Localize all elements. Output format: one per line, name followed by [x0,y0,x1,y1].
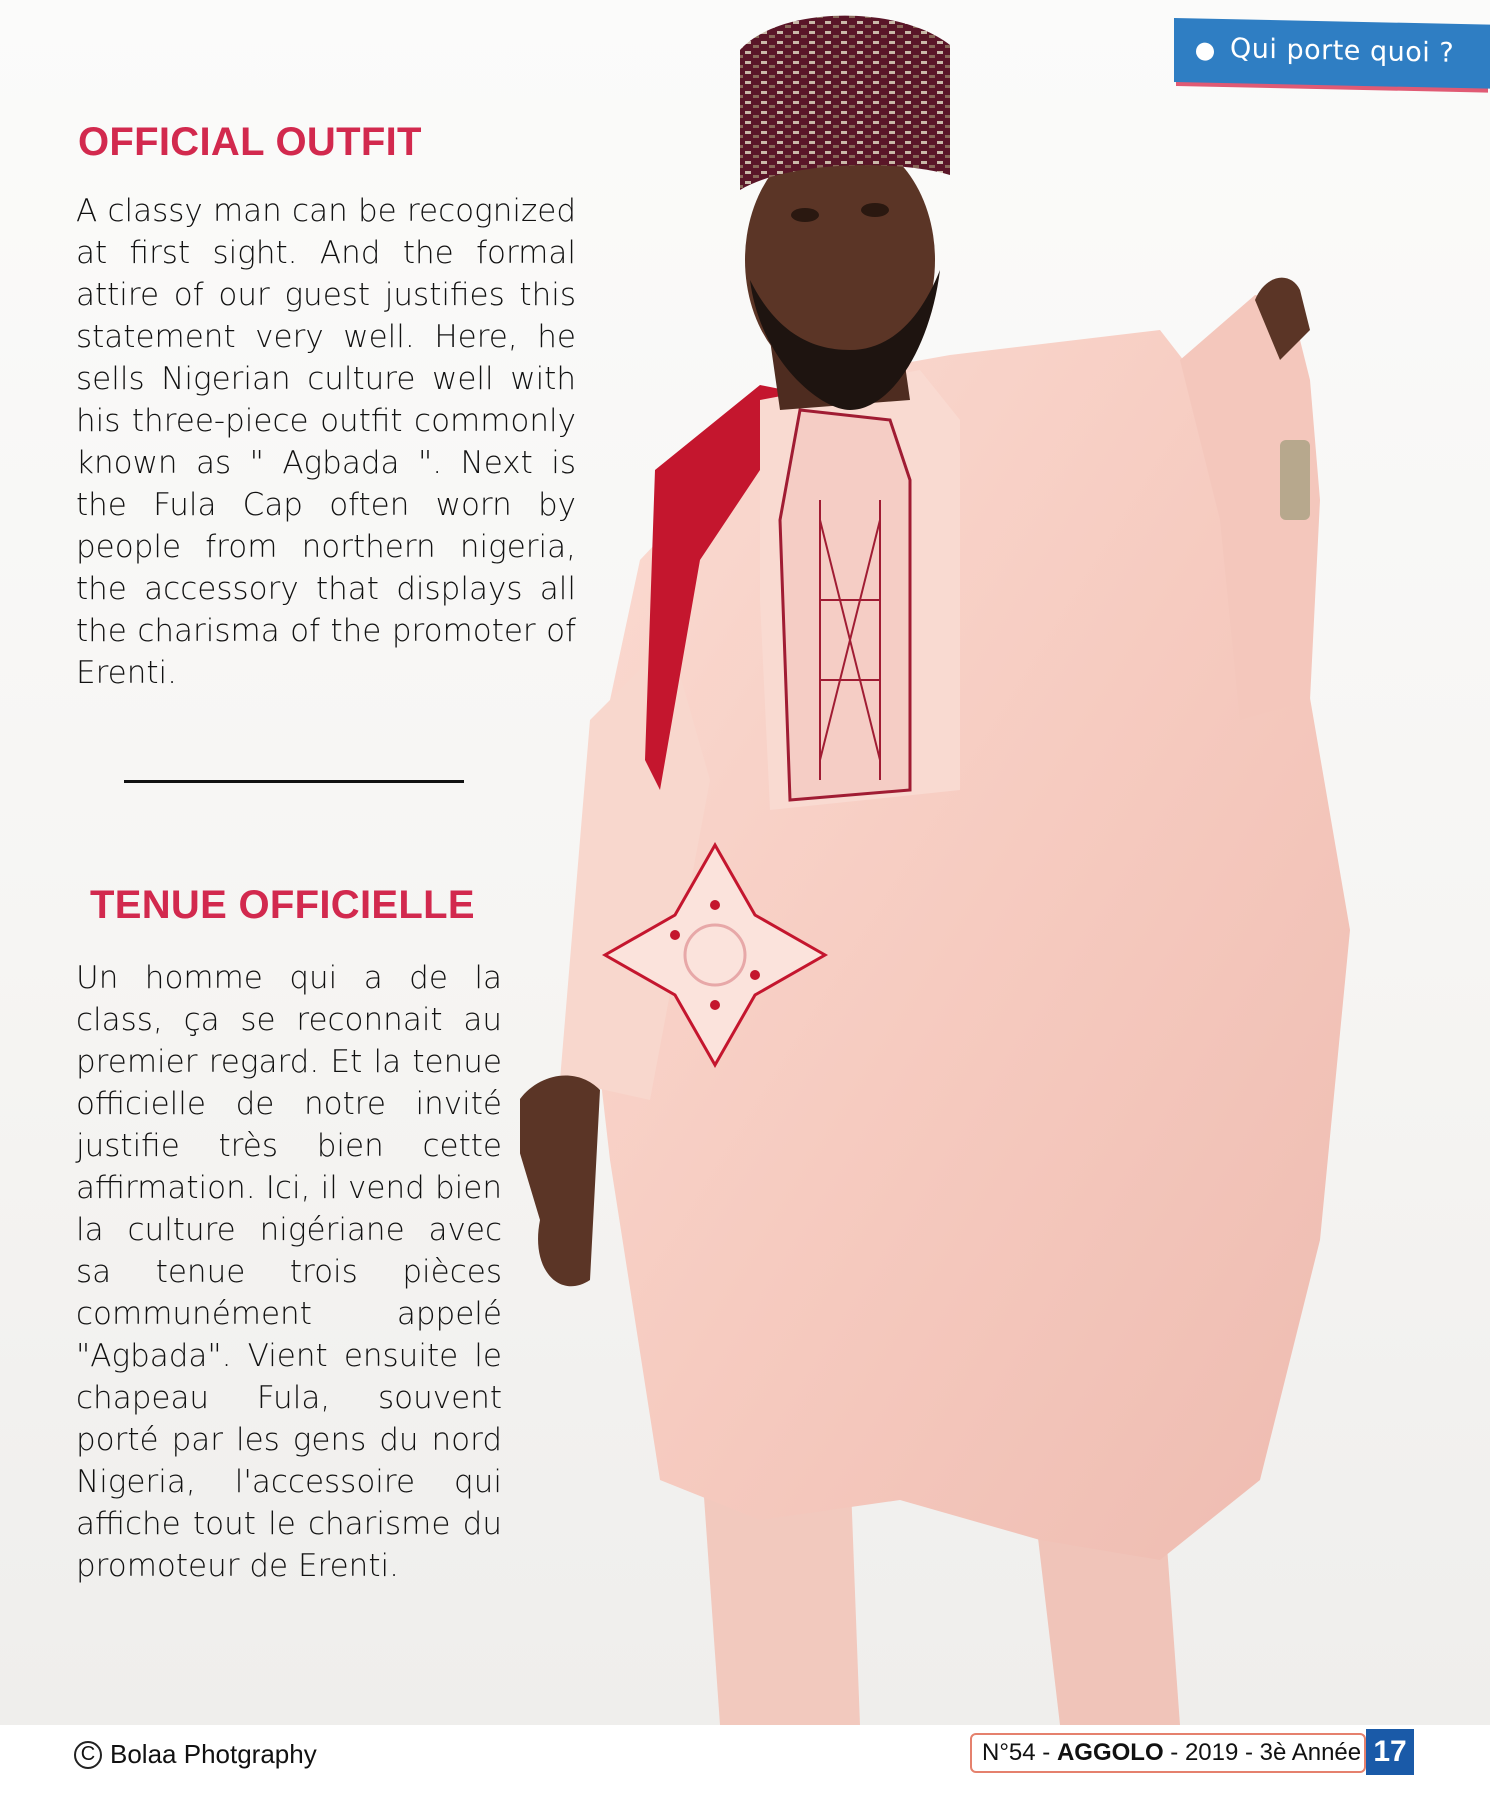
heading-french: TENUE OFFICIELLE [90,883,475,927]
section-divider [124,780,464,783]
page-footer [0,1725,1490,1800]
body-french: Un homme qui a de la class, ça se reconnait au premier regard. Et la tenue officielle de notre invité justifie très bien cette affirmation. Ici, il vend bien la culture nigériane avec sa tenue trois pièces communément appelé "Agbada". Vient ensuite le chapeau Fula, souvent porté par les gens du nord Nigeria, l'accessoire qui affiche tout le charisme du promoteur de Erenti. [76,960,502,1584]
photo-credit [74,1739,317,1770]
section-tag-label: Qui porte quoi ? [1230,33,1455,69]
heading-english: OFFICIAL OUTFIT [78,120,422,164]
issue-year: - 2019 - 3è Année [1163,1739,1362,1766]
body-english: A classy man can be recognized at first sight. And the formal attire of our guest justifies this statement very well. Here, he sells Nigerian culture well with his three-piece outfit commonly known as " Agbada ". Next is the Fula Cap often worn by people from northern nigeria, the accessory that displays all the charisma of the promoter of Erenti. [76,193,576,691]
section-tag [1174,18,1490,89]
page-number: 17 [1366,1729,1414,1775]
copyright-icon: C [74,1741,102,1769]
bullet-icon [1196,42,1214,60]
magazine-name: AGGOLO [1056,1739,1164,1766]
model-photo [520,0,1490,1725]
issue-number: N°54 - [982,1739,1057,1766]
photo-credit-text: Bolaa Photgraphy [110,1739,317,1769]
issue-info [970,1733,1366,1773]
